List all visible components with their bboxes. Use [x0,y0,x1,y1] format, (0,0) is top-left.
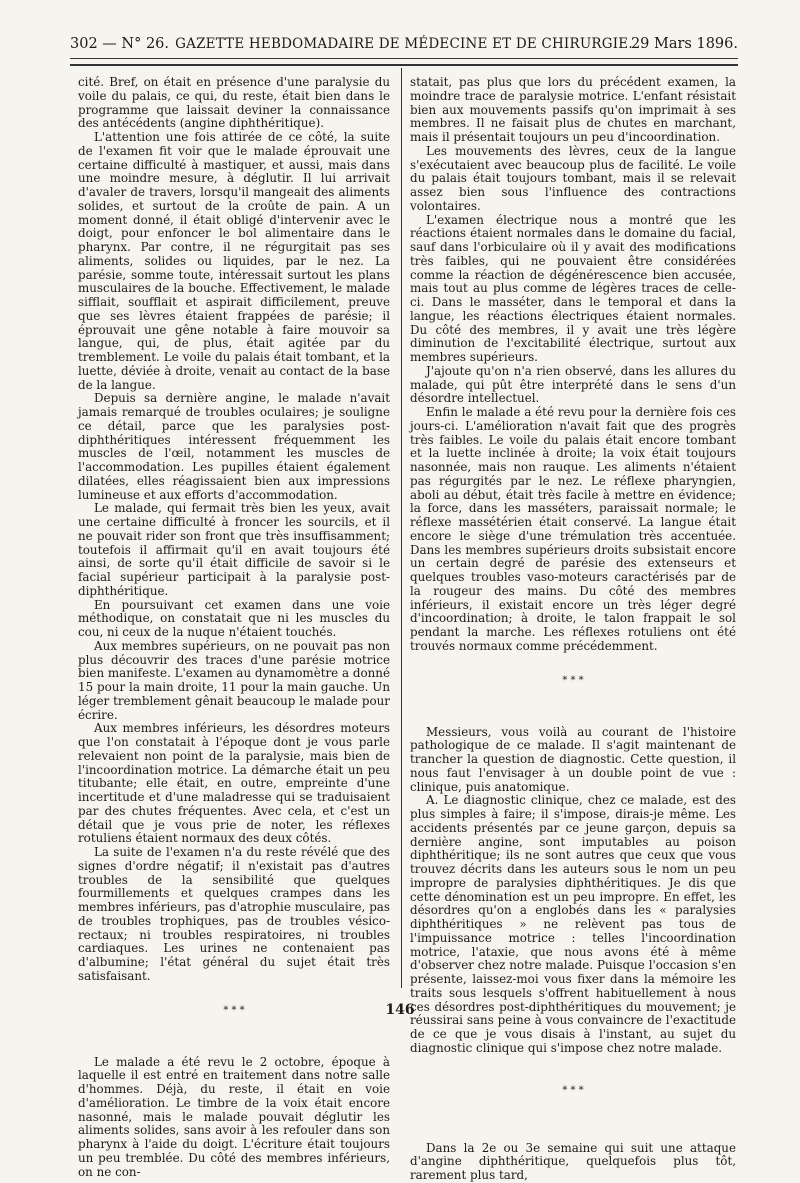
paragraph: Dans la 2e ou 3e semaine qui suit une attaque d'angine diphthéritique, quelquefois plus tôt, rarement plus tard, [410,1140,736,1182]
paragraph: Le malade a été revu le 2 octobre, époque à laquelle il est entré en traitement dans notre salle d'hommes. Déjà, du reste, il était en voie d'amélioration. Le timbre de la voix était encore nasonné, mais le malade pouvait déglutir les aliments solides, sans avoir à les refouler dans son pharynx à l'aide du doigt. L'écriture était toujours un peu tremblée. Du côté des membres inférieurs, on ne con- [78,1054,390,1179]
journal-title: GAZETTE HEBDOMADAIRE DE MÉDECINE ET DE CHIRURGIE. [175,36,633,52]
folio: 302 — N° 26. [70,36,170,52]
column-divider [401,68,402,988]
paragraph: L'attention une fois attirée de ce côté, la suite de l'examen fit voir que le malade éprouvait une certaine difficulté à mastiquer, et aussi, mais dans une moindre mesure, à déglutir. Il lui arrivait d'avaler de travers, lorsqu'il mangeait des aliments solides, et surtout de la croûte de pain. A un moment donné, il était obligé d'intervenir avec le doigt, pour enfoncer le bol alimentaire dans le pharynx. Par contre, il ne régurgitait pas ses aliments, solides ou liquides, par le nez. La parésie, somme toute, intéressait surtout les plans musculaires de la bouche. Effectivement, le malade sifflait, soufflait et aspirait difficilement, preuve que ses lèvres étaient frappées de parésie; il éprouvait une gêne notable à faire mouvoir sa langue, qui, de plus, était agitée par du tremblement. Le voile du palais était tombant, et la luette, déviée à droite, venait au contact de la base de la langue. [78,130,390,392]
paragraph: Messieurs, vous voilà au courant de l'histoire pathologique de ce malade. Il s'agit maintenant de trancher la question de diagnostic. Cette question, il nous faut l'envisager à un double point de vue : clinique, puis anatomique. [410,724,736,794]
paragraph: J'ajoute qu'on n'a rien observé, dans les allures du malade, qui pût être interprété dans le sens d'un désordre intellectuel. [410,363,736,406]
paragraph: Depuis sa dernière angine, le malade n'avait jamais remarqué de troubles oculaires; je souligne ce détail, parce que les paralysies post-diphthéritiques intéressent fréquemment les muscles de l'œil, notamment les muscles de l'accommodation. Les pupilles étaient également dilatées, elles réagissaient bien aux impressions lumineuse et aux efforts d'accommodation. [78,391,390,502]
paragraph: statait, pas plus que lors du précédent examen, la moindre trace de paralysie motrice. L'enfant résistait bien aux mouvements passifs qu'on imprimait à ses membres. Il ne faisait plus de chutes en marchant, mais il présentait toujours un peu d'incoordination. [410,75,736,144]
paragraph: cité. Bref, on était en présence d'une paralysie du voile du palais, ce qui, du reste, était bien dans le programme que laissait deviner la connaissance des antécédents (angine diphthéritique). [78,75,390,131]
paragraph: A. Le diagnostic clinique, chez ce malade, est des plus simples à faire; il s'impose, dirais-je même. Les accidents présentés par ce jeune garçon, depuis sa dernière angine, sont imputables au poison diphthéritique; ils ne sont autres que ceux que vous trouvez décrits dans les auteurs sous le nom un peu impropre de paralysies diphthéritiques. Je dis que cette dénomination est un peu impropre. En effet, les désordres qu'on a englobés dans les « paralysies diphthéritiques » ne relèvent pas tous de l'impuissance motrice : telles l'incoordination motrice, l'ataxie, que nous avons été à même d'observer chez notre malade. Puisque l'occasion s'en présente, laissez-moi vous fixer dans la mémoire les traits sous lesquels s'offrent habituellement à nous ces désordres post-diphthéritiques du mouvement; je réussirai sans peine à vous convaincre de l'exactitude de ce que je vous disais à l'instant, au sujet du diagnostic clinique qui s'impose chez notre malade. [410,793,736,1055]
paragraph: Aux membres supérieurs, on ne pouvait pas non plus découvrir des traces d'une parésie motrice bien manifeste. L'examen au dynamomètre a donné 15 pour la main droite, 11 pour la main gauche. Un léger tremblement gênait beaucoup le malade pour écrire. [78,638,390,722]
issue-date: 29 Mars 1896. [630,36,738,52]
section-separator: * * * [223,1004,245,1016]
paragraph: Les mouvements des lèvres, ceux de la langue s'exécutaient avec beaucoup plus de facilité. Le voile du palais était toujours tombant, mais il se relevait assez bien sous l'influence des contractions volontaires. [410,143,736,213]
page-number: 146 [385,1002,415,1018]
running-header [70,36,738,58]
paragraph: Aux membres inférieurs, les désordres moteurs que l'on constatait à l'époque dont je vous parle relevaient non point de la paralysie, mais bien de l'incoordination motrice. La démarche était un peu titubante; elle était, en outre, empreinte d'une incertitude et d'une maladresse qui se traduisaient par des chutes fréquentes. Avec cela, et c'est un détail que je vous prie de noter, les réflexes rotuliens étaient normaux des deux côtés. [78,721,390,846]
section-separator: * * * [562,674,584,686]
paragraph: En poursuivant cet examen dans une voie méthodique, on constatait que ni les muscles du cou, ni ceux de la nuque n'étaient touchés. [78,597,390,639]
header-rule-thick [70,64,738,66]
section-separator: * * * [562,1084,584,1096]
paragraph: Enfin le malade a été revu pour la dernière fois ces jours-ci. L'amélioration n'avait fait que des progrès très faibles. Le voile du palais était encore tombant et la luette inclinée à droite; la voix était toujours nasonnée, mais non rauque. Les aliments n'étaient pas régurgités par le nez. Le réflexe pharyngien, aboli au début, était très facile à mettre en évidence; la force, dans les masséters, paraissait normale; le réflexe massétérien était conservé. La langue était encore le siège d'une trémulation très accentuée. Dans les membres supérieurs droits subsistait encore un certain degré de parésie des extenseurs et quelques troubles vaso-moteurs caractérisés par de la rougeur des mains. Du côté des membres inférieurs, il existait encore un très léger degré d'incoordination; à droite, le talon frappait le sol pendant la marche. Les réflexes rotuliens ont été trouvés normaux comme précédemment. [410,405,736,653]
paragraph: L'examen électrique nous a montré que les réactions étaient normales dans le domaine du facial, sauf dans l'orbiculaire où il y avait des modifications très faibles, qui ne pouvaient être considérées comme la réaction de dégénérescence bien accusée, mais tout au plus comme de légères traces de celle-ci. Dans le masséter, dans le temporal et dans la langue, les réactions électriques étaient normales. Du côté des membres, il y avait une très légère diminution de l'excitabilité électrique, surtout aux membres supérieurs. [410,212,736,364]
header-rule [70,58,738,59]
paragraph: Le malade, qui fermait très bien les yeux, avait une certaine difficulté à froncer les sourcils, et il ne pouvait rider son front que très insuffisamment; toutefois il affirmait qu'il en avait toujours été ainsi, de sorte qu'il était difficile de savoir si le facial supérieur participait à la paralysie post-diphthéritique. [78,501,390,598]
paragraph: La suite de l'examen n'a du reste révélé que des signes d'ordre négatif; il n'existait pas d'autres troubles de la sensibilité que quelques fourmillements et quelques crampes dans les membres inférieurs, pas d'atrophie musculaire, pas de troubles trophiques, pas de troubles vésico-rectaux; ni troubles respiratoires, ni troubles cardiaques. Les urines ne contenaient pas d'albumine; l'état général du sujet était très satisfaisant. [78,845,390,983]
